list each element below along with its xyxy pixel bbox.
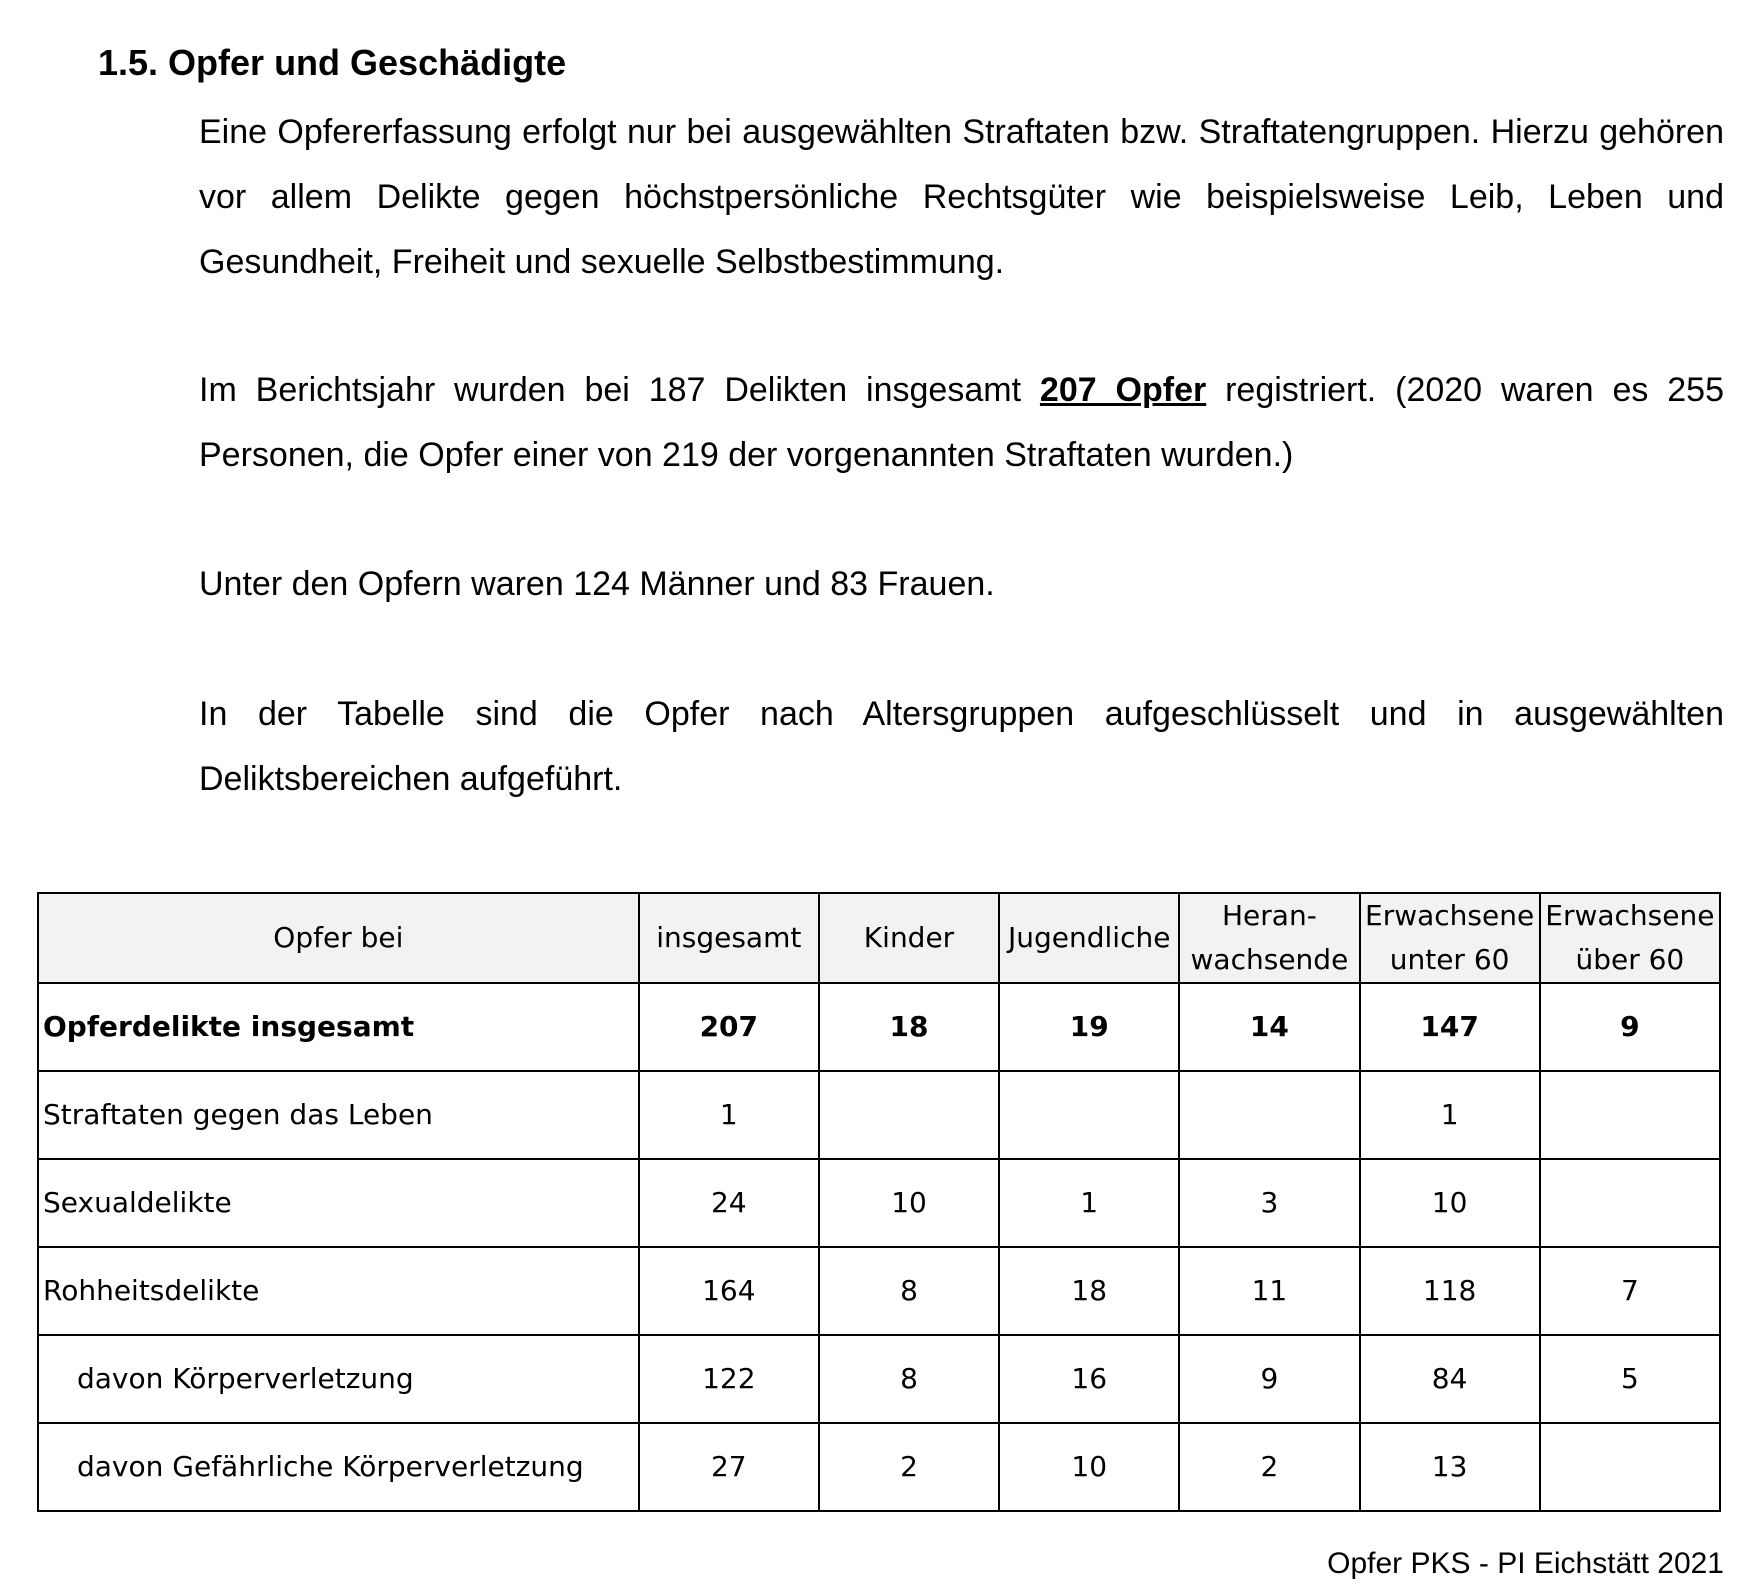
cell-erwachsene-ueber-60: 7 xyxy=(1540,1247,1720,1335)
table-row xyxy=(38,1071,1720,1159)
header-kinder: Kinder xyxy=(819,893,999,983)
header-jugendliche: Jugendliche xyxy=(999,893,1179,983)
header-insgesamt: insgesamt xyxy=(639,893,819,983)
cell-insgesamt: 164 xyxy=(639,1247,819,1335)
cell-jugendliche: 1 xyxy=(999,1159,1179,1247)
row-label: Rohheitsdelikte xyxy=(38,1247,639,1335)
cell-heranwachsende: 11 xyxy=(1179,1247,1359,1335)
table-header-row xyxy=(38,893,1720,983)
cell-erwachsene-ueber-60 xyxy=(1540,1159,1720,1247)
table-row xyxy=(38,983,1720,1071)
section-heading: 1.5. Opfer und Geschädigte xyxy=(98,42,567,83)
cell-insgesamt: 207 xyxy=(639,983,819,1071)
header-erwachsene-unter-60 xyxy=(1360,893,1540,983)
table-intro-paragraph: In der Tabelle sind die Opfer nach Altersgruppen aufgeschlüsselt und in ausgewählten Deliktsbereichen aufgeführt. xyxy=(199,695,1724,798)
header-heranwachsende xyxy=(1179,893,1359,983)
table-row xyxy=(38,1159,1720,1247)
row-label: Sexualdelikte xyxy=(38,1159,639,1247)
row-label: Straftaten gegen das Leben xyxy=(38,1071,639,1159)
row-label: davon Gefährliche Körperverletzung xyxy=(38,1423,639,1511)
row-label: davon Körperverletzung xyxy=(38,1335,639,1423)
intro-paragraph: Eine Opfererfassung erfolgt nur bei ausgewählten Straftaten bzw. Straftatengruppen. Hierzu gehören vor allem Delikte gegen höchstpersönliche Rechtsgüter wie beispielsweise Leib, Leben und Gesundheit, Freiheit und sexuelle Selbstbestimmung. xyxy=(199,113,1724,281)
cell-insgesamt: 24 xyxy=(639,1159,819,1247)
cell-heranwachsende: 3 xyxy=(1179,1159,1359,1247)
cell-erwachsene-unter-60: 10 xyxy=(1360,1159,1540,1247)
cell-kinder xyxy=(819,1071,999,1159)
cell-heranwachsende: 2 xyxy=(1179,1423,1359,1511)
cell-kinder: 8 xyxy=(819,1335,999,1423)
header-heranwachsende-line1: Heran- xyxy=(1222,899,1317,932)
victims-table xyxy=(37,892,1721,1512)
table-row xyxy=(38,1335,1720,1423)
cell-jugendliche xyxy=(999,1071,1179,1159)
cell-insgesamt: 1 xyxy=(639,1071,819,1159)
table-row xyxy=(38,1247,1720,1335)
cell-kinder: 18 xyxy=(819,983,999,1071)
cell-heranwachsende xyxy=(1179,1071,1359,1159)
table-row xyxy=(38,1423,1720,1511)
row-label: Opferdelikte insgesamt xyxy=(38,983,639,1071)
cell-heranwachsende: 9 xyxy=(1179,1335,1359,1423)
cell-jugendliche: 10 xyxy=(999,1423,1179,1511)
header-erwachsene-ueber-60 xyxy=(1540,893,1720,983)
cell-erwachsene-unter-60: 84 xyxy=(1360,1335,1540,1423)
cell-heranwachsende: 14 xyxy=(1179,983,1359,1071)
cell-erwachsene-ueber-60: 5 xyxy=(1540,1335,1720,1423)
victim-count-text-after: registriert. (2020 waren es 255 Personen, die Opfer einer von 219 der vorgenannten Straftaten wurden.) xyxy=(199,371,1725,474)
cell-erwachsene-ueber-60 xyxy=(1540,1071,1720,1159)
cell-kinder: 10 xyxy=(819,1159,999,1247)
cell-jugendliche: 16 xyxy=(999,1335,1179,1423)
cell-jugendliche: 19 xyxy=(999,983,1179,1071)
cell-erwachsene-unter-60: 147 xyxy=(1360,983,1540,1071)
header-erwachsene-unter-60-line1: Erwachsene xyxy=(1365,899,1535,932)
source-caption: Opfer PKS - PI Eichstätt 2021 xyxy=(1327,1547,1724,1580)
header-erwachsene-ueber-60-line2: über 60 xyxy=(1575,943,1685,976)
victim-count-paragraph xyxy=(199,358,1724,488)
header-heranwachsende-line2: wachsende xyxy=(1190,943,1349,976)
cell-erwachsene-unter-60: 1 xyxy=(1360,1071,1540,1159)
cell-insgesamt: 122 xyxy=(639,1335,819,1423)
cell-jugendliche: 18 xyxy=(999,1247,1179,1335)
header-opfer-bei: Opfer bei xyxy=(38,893,639,983)
header-erwachsene-unter-60-line2: unter 60 xyxy=(1389,943,1510,976)
cell-erwachsene-unter-60: 118 xyxy=(1360,1247,1540,1335)
victim-count-emphasis: 207 Opfer xyxy=(1039,371,1207,409)
cell-erwachsene-unter-60: 13 xyxy=(1360,1423,1540,1511)
cell-insgesamt: 27 xyxy=(639,1423,819,1511)
victim-count-text-before: Im Berichtsjahr wurden bei 187 Delikten insgesamt xyxy=(199,371,1040,409)
cell-kinder: 2 xyxy=(819,1423,999,1511)
header-erwachsene-ueber-60-line1: Erwachsene xyxy=(1545,899,1715,932)
cell-kinder: 8 xyxy=(819,1247,999,1335)
cell-erwachsene-ueber-60 xyxy=(1540,1423,1720,1511)
cell-erwachsene-ueber-60: 9 xyxy=(1540,983,1720,1071)
gender-paragraph: Unter den Opfern waren 124 Männer und 83 Frauen. xyxy=(199,565,995,603)
